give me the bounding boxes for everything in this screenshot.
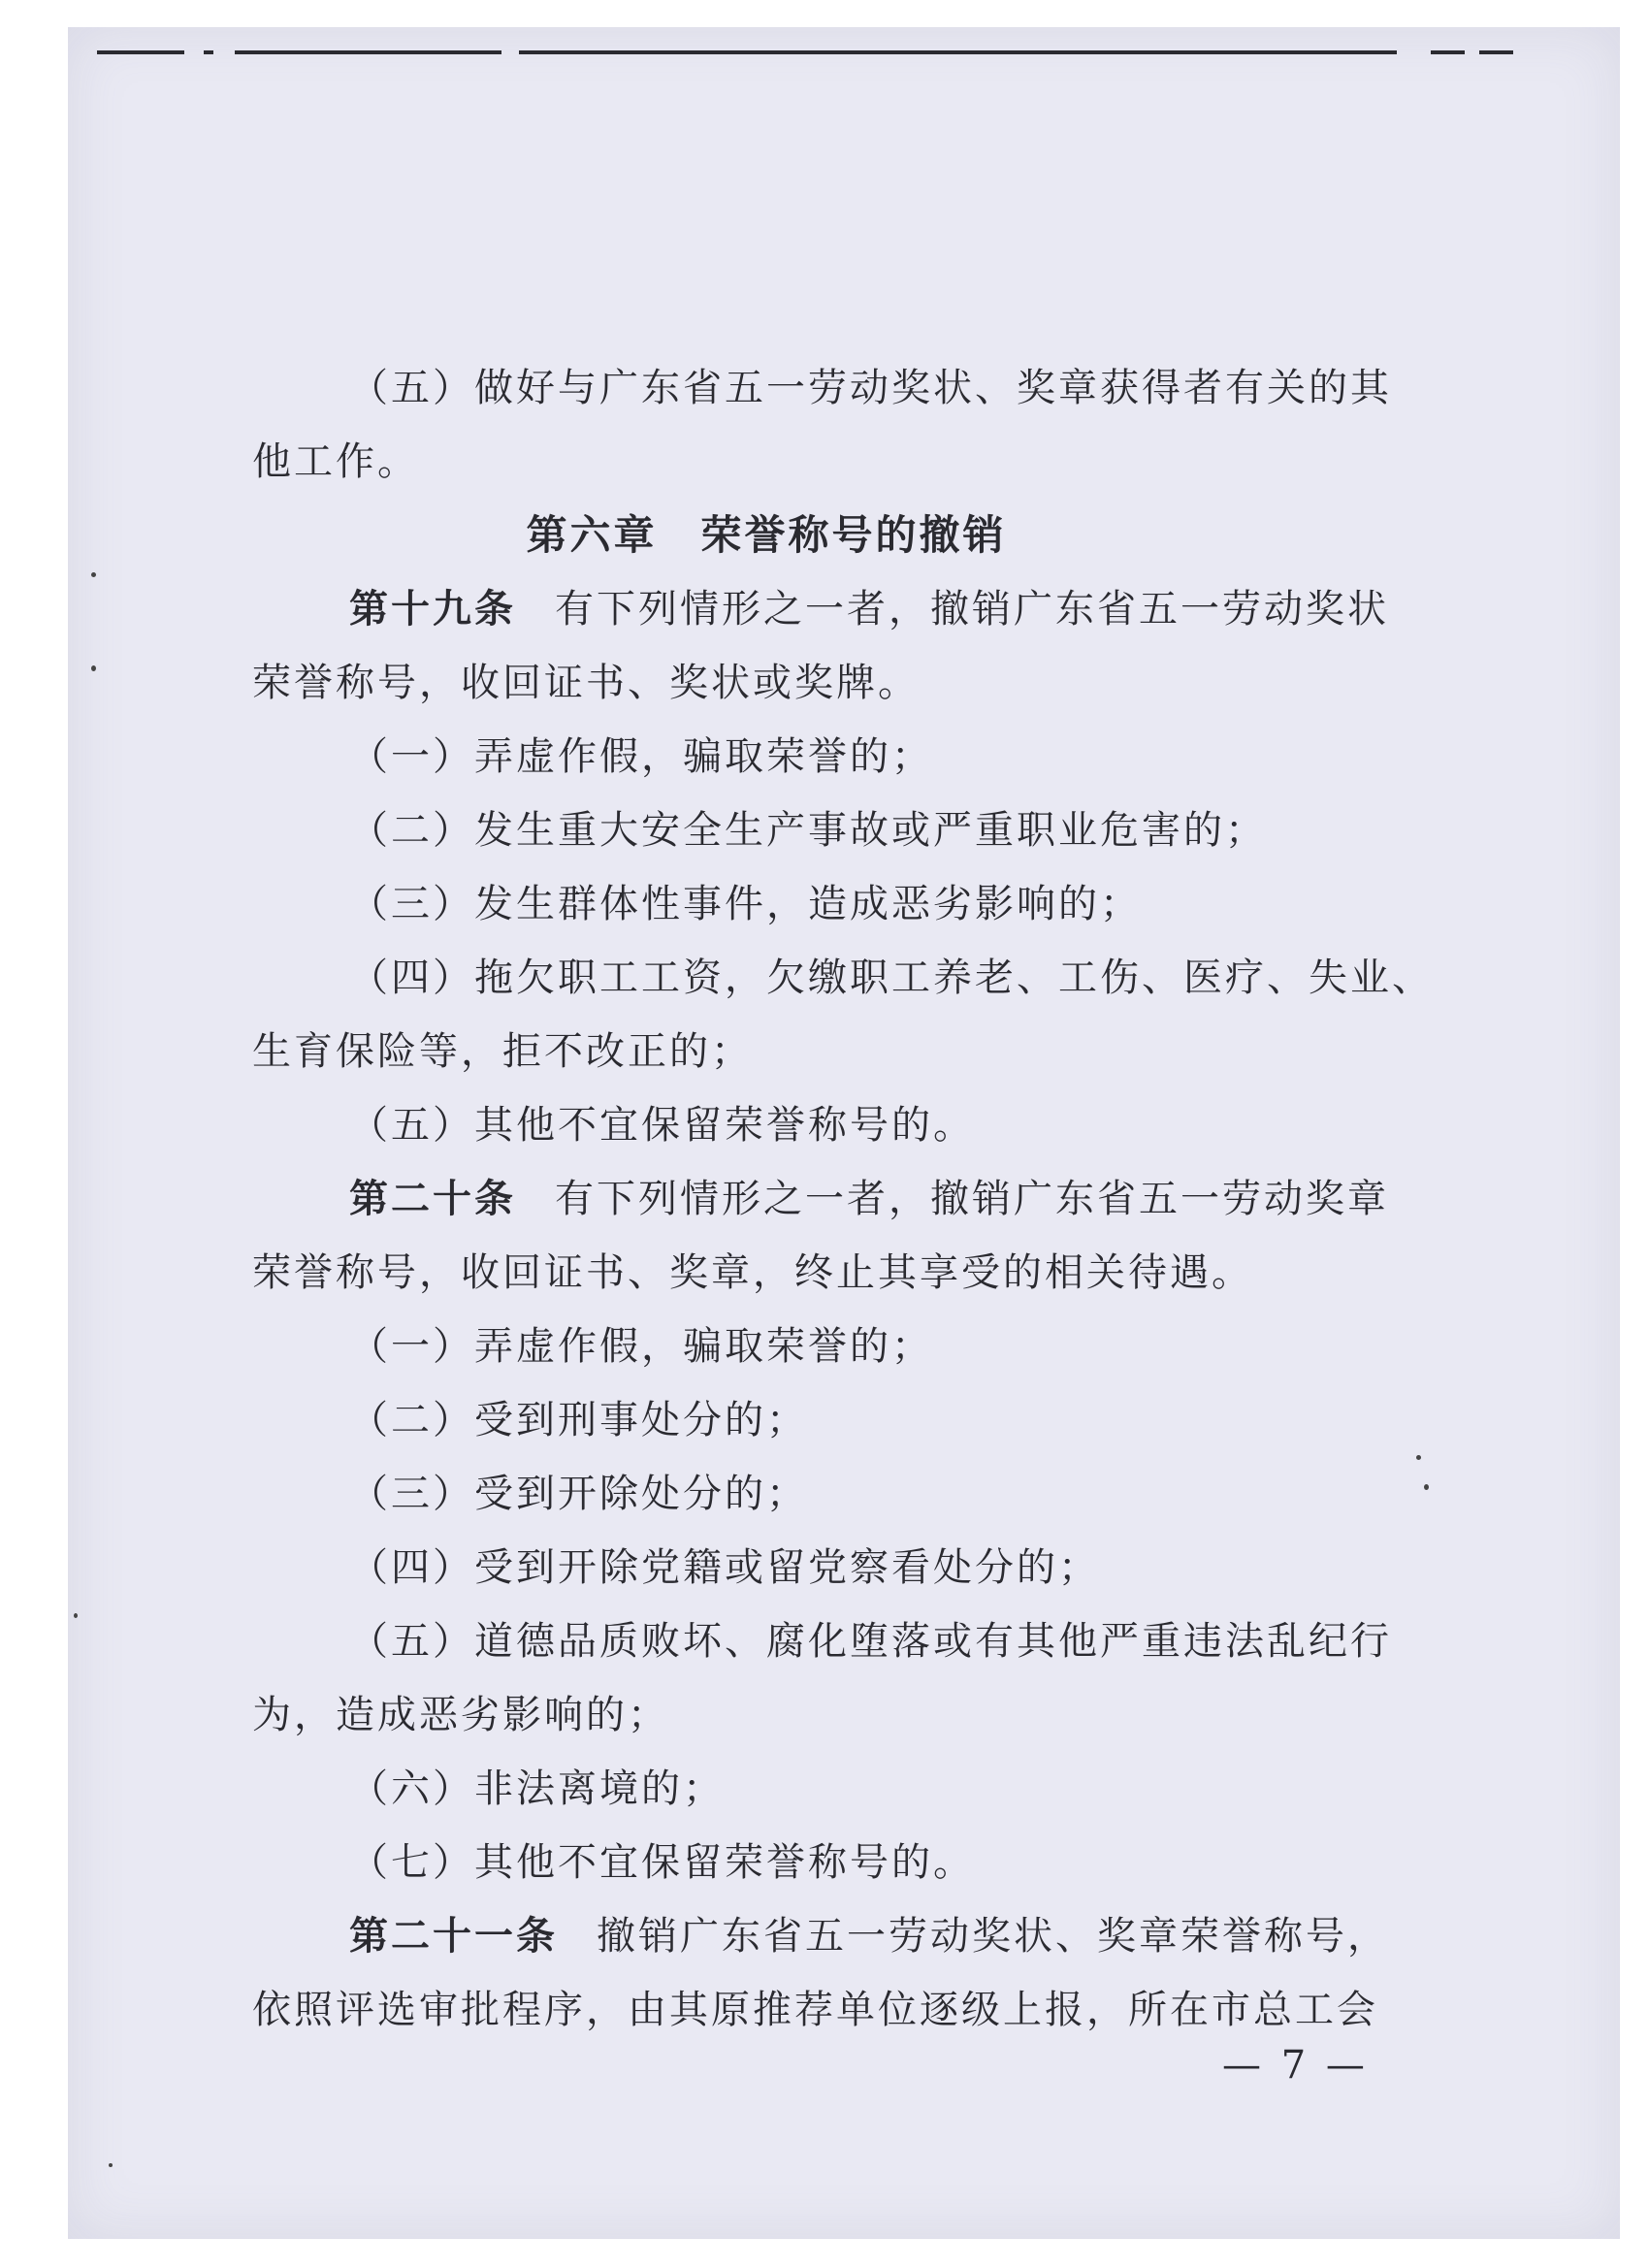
top-rule-segment [235, 50, 501, 54]
article-text: 撤销广东省五一劳动奖状、奖章荣誉称号， [597, 1914, 1389, 1959]
text-line: （三）发生群体性事件，造成恶劣影响的； [349, 882, 1142, 926]
top-rule-segment [1479, 50, 1513, 54]
article-line [242, 1162, 1416, 1236]
text-line: （四）受到开除党籍或留党察看处分的； [349, 1545, 1100, 1590]
text-line: （五）做好与广东省五一劳动奖状、奖章获得者有关的其 [349, 366, 1392, 410]
text-line: （六）非法离境的； [349, 1766, 725, 1811]
chapter-heading: 第六章 荣誉称号的撤销 [526, 511, 1007, 559]
article-label: 第二十条 [349, 1177, 516, 1221]
top-rule-segment [97, 50, 184, 54]
scan-speck [109, 2163, 113, 2167]
text-line: 依照评选审批程序，由其原推荐单位逐级上报，所在市总工会 [252, 1988, 1378, 2032]
text-line: 他工作。 [252, 439, 419, 484]
text-line: （五）道德品质败坏、腐化堕落或有其他严重违法乱纪行 [349, 1619, 1392, 1664]
top-rule-segment [1431, 50, 1465, 54]
scan-speck [91, 572, 96, 577]
text-line: （一）弄虚作假，骗取荣誉的； [349, 1324, 933, 1369]
scan-speck [91, 665, 96, 671]
text-line: （七）其他不宜保留荣誉称号的。 [349, 1840, 975, 1885]
text-line: （五）其他不宜保留荣誉称号的。 [349, 1103, 975, 1148]
text-line: （二）发生重大安全生产事故或严重职业危害的； [349, 808, 1267, 853]
top-rule-segment [204, 50, 213, 54]
scan-speck [74, 1613, 78, 1618]
text-line: （三）受到开除处分的； [349, 1472, 808, 1516]
text-line: （二）受到刑事处分的； [349, 1398, 808, 1442]
text-line: 生育保险等，拒不改正的； [252, 1029, 753, 1074]
article-text: 有下列情形之一者，撤销广东省五一劳动奖状 [555, 587, 1389, 632]
top-rule-segment [538, 50, 1397, 54]
text-line: （四）拖欠职工工资，欠缴职工养老、工伤、医疗、失业、 [349, 956, 1434, 1000]
text-line: 荣誉称号，收回证书、奖章，终止其享受的相关待遇。 [252, 1250, 1253, 1295]
article-text: 有下列情形之一者，撤销广东省五一劳动奖章 [555, 1177, 1389, 1221]
article-line [242, 1899, 1416, 1973]
scan-speck [1424, 1484, 1429, 1490]
article-line [242, 572, 1416, 646]
text-line: （一）弄虚作假，骗取荣誉的； [349, 734, 933, 779]
page-number: — 7 — [1222, 2043, 1369, 2088]
text-line: 荣誉称号，收回证书、奖状或奖牌。 [252, 661, 920, 705]
article-label: 第十九条 [349, 587, 516, 632]
body-text [242, 351, 1434, 2047]
scan-speck [1416, 1455, 1421, 1460]
article-label: 第二十一条 [349, 1914, 558, 1959]
text-line: 为，造成恶劣影响的； [252, 1693, 669, 1737]
